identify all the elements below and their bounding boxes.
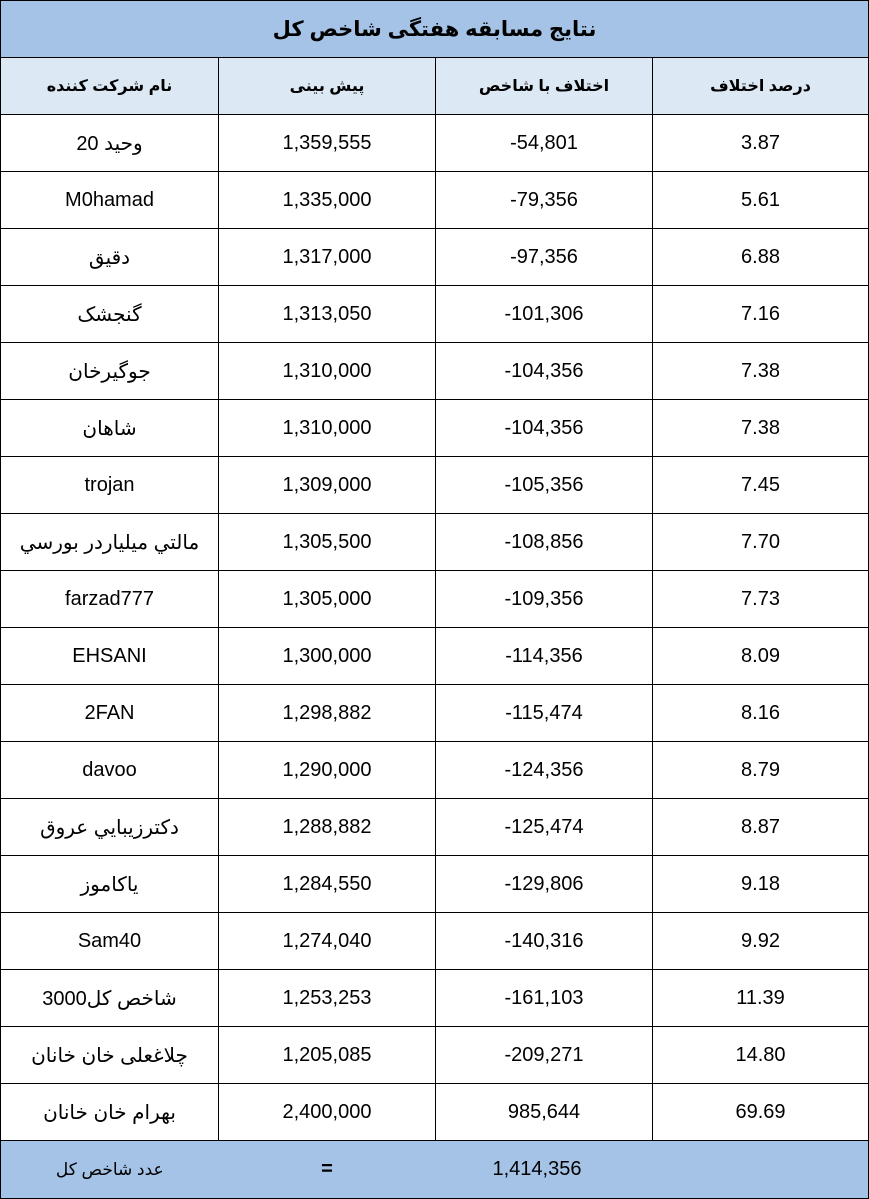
cell-difference: -109,356: [436, 571, 653, 628]
header-percent: درصد اختلاف: [653, 58, 869, 115]
cell-forecast: 1,309,000: [219, 457, 436, 514]
cell-percent: 69.69: [653, 1084, 869, 1141]
cell-company-name: شاخص کل3000: [1, 970, 219, 1027]
cell-percent: 7.38: [653, 343, 869, 400]
footer-row: [1, 1141, 869, 1199]
header-row: [1, 58, 869, 115]
header-difference: اختلاف با شاخص: [436, 58, 653, 115]
table-row: [1, 286, 869, 343]
cell-forecast: 1,288,882: [219, 799, 436, 856]
title-row: [1, 1, 869, 58]
cell-company-name: davoo: [1, 742, 219, 799]
cell-percent: 9.92: [653, 913, 869, 970]
cell-percent: 9.18: [653, 856, 869, 913]
header-company: نام شرکت کننده: [1, 58, 219, 115]
cell-difference: -161,103: [436, 970, 653, 1027]
table-row: [1, 172, 869, 229]
table-row: [1, 1027, 869, 1084]
cell-company-name: trojan: [1, 457, 219, 514]
table-row: [1, 799, 869, 856]
cell-percent: 7.73: [653, 571, 869, 628]
cell-forecast: 2,400,000: [219, 1084, 436, 1141]
cell-company-name: Sam40: [1, 913, 219, 970]
cell-difference: -97,356: [436, 229, 653, 286]
table-row: [1, 628, 869, 685]
cell-percent: 8.79: [653, 742, 869, 799]
cell-percent: 7.16: [653, 286, 869, 343]
cell-difference: -104,356: [436, 400, 653, 457]
cell-forecast: 1,317,000: [219, 229, 436, 286]
table-row: [1, 457, 869, 514]
cell-company-name: شاهان: [1, 400, 219, 457]
table-row: [1, 913, 869, 970]
cell-percent: 7.70: [653, 514, 869, 571]
table-row: [1, 1084, 869, 1141]
cell-difference: -79,356: [436, 172, 653, 229]
cell-company-name: EHSANI: [1, 628, 219, 685]
cell-forecast: 1,305,500: [219, 514, 436, 571]
cell-difference: -125,474: [436, 799, 653, 856]
cell-forecast: 1,300,000: [219, 628, 436, 685]
cell-forecast: 1,313,050: [219, 286, 436, 343]
cell-company-name: یاکاموز: [1, 856, 219, 913]
cell-forecast: 1,290,000: [219, 742, 436, 799]
header-forecast: پیش بینی: [219, 58, 436, 115]
table-row: [1, 856, 869, 913]
cell-percent: 6.88: [653, 229, 869, 286]
table-row: [1, 400, 869, 457]
cell-percent: 14.80: [653, 1027, 869, 1084]
cell-forecast: 1,335,000: [219, 172, 436, 229]
cell-difference: -115,474: [436, 685, 653, 742]
cell-company-name: دکترزيبايي عروق: [1, 799, 219, 856]
cell-forecast: 1,298,882: [219, 685, 436, 742]
table-row: [1, 970, 869, 1027]
cell-company-name: چلاغعلی خان خانان: [1, 1027, 219, 1084]
cell-company-name: وحید 20: [1, 115, 219, 172]
table-title: نتایج مسابقه هفتگی شاخص کل: [1, 1, 869, 58]
cell-forecast: 1,305,000: [219, 571, 436, 628]
cell-percent: 7.38: [653, 400, 869, 457]
cell-percent: 5.61: [653, 172, 869, 229]
cell-forecast: 1,310,000: [219, 400, 436, 457]
cell-difference: -124,356: [436, 742, 653, 799]
cell-forecast: 1,284,550: [219, 856, 436, 913]
cell-forecast: 1,253,253: [219, 970, 436, 1027]
table-row: [1, 742, 869, 799]
cell-company-name: جوگیرخان: [1, 343, 219, 400]
cell-company-name: مالتي ميلياردر بورسي: [1, 514, 219, 571]
cell-percent: 8.87: [653, 799, 869, 856]
cell-difference: -54,801: [436, 115, 653, 172]
cell-company-name: 2FAN: [1, 685, 219, 742]
cell-percent: 3.87: [653, 115, 869, 172]
table-row: [1, 115, 869, 172]
table-row: [1, 229, 869, 286]
cell-difference: -209,271: [436, 1027, 653, 1084]
cell-difference: -140,316: [436, 913, 653, 970]
table-row: [1, 685, 869, 742]
cell-percent: 8.16: [653, 685, 869, 742]
cell-difference: -105,356: [436, 457, 653, 514]
table-row: [1, 514, 869, 571]
footer-index-value: 1,414,356: [436, 1141, 869, 1199]
cell-company-name: دقیق: [1, 229, 219, 286]
cell-forecast: 1,359,555: [219, 115, 436, 172]
cell-forecast: 1,205,085: [219, 1027, 436, 1084]
cell-company-name: farzad777: [1, 571, 219, 628]
cell-difference: -101,306: [436, 286, 653, 343]
cell-company-name: M0hamad: [1, 172, 219, 229]
cell-difference: -114,356: [436, 628, 653, 685]
cell-difference: 985,644: [436, 1084, 653, 1141]
footer-label: عدد شاخص کل: [1, 1141, 219, 1199]
cell-difference: -104,356: [436, 343, 653, 400]
cell-difference: -129,806: [436, 856, 653, 913]
cell-forecast: 1,274,040: [219, 913, 436, 970]
cell-percent: 11.39: [653, 970, 869, 1027]
cell-company-name: گنجشک: [1, 286, 219, 343]
cell-forecast: 1,310,000: [219, 343, 436, 400]
cell-company-name: بهرام خان خانان: [1, 1084, 219, 1141]
cell-difference: -108,856: [436, 514, 653, 571]
footer-equals-sign: =: [219, 1141, 436, 1199]
cell-percent: 7.45: [653, 457, 869, 514]
cell-percent: 8.09: [653, 628, 869, 685]
table-row: [1, 343, 869, 400]
table-row: [1, 571, 869, 628]
